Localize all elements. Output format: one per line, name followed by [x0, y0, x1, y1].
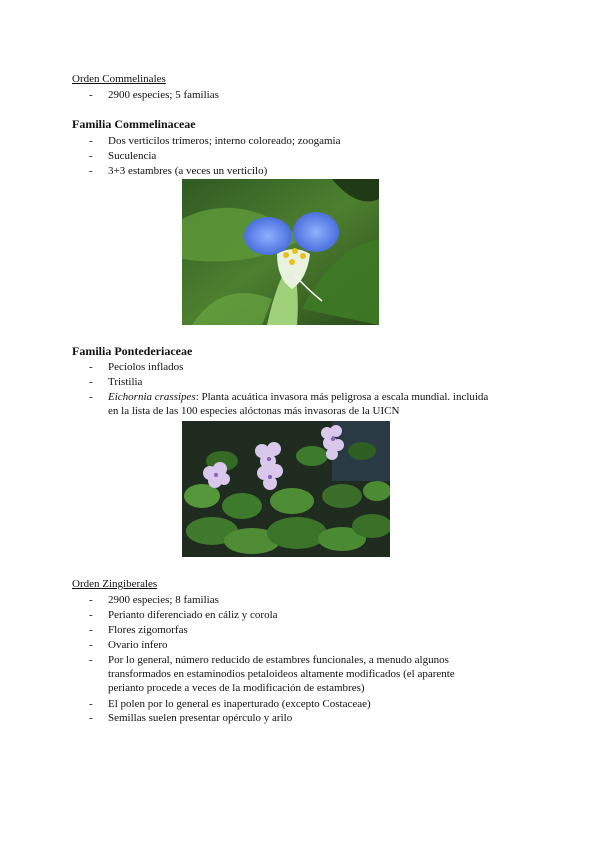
- bullet-dash: -: [89, 624, 93, 636]
- bullet-dash: -: [89, 594, 93, 606]
- list-item: Ovario ínfero: [108, 639, 168, 651]
- bullet-dash: -: [89, 654, 93, 666]
- list-item: Pecíolos inflados: [108, 361, 184, 373]
- bullet-dash: -: [89, 698, 93, 710]
- list-item: Por lo general, número reducido de estambres funcionales, a menudo algunos transformados en estaminodios petaloideos altamente modificados (el aparente perianto procede a veces de la modificación de estambres): [108, 654, 455, 694]
- bullet-dash: -: [89, 712, 93, 724]
- heading-orden-zingiberales: Orden Zingiberales: [72, 578, 158, 590]
- bullet-dash: -: [89, 135, 93, 147]
- commelina-flower-photo: [182, 179, 379, 325]
- list-item: Dos verticilos trímeros; interno coloreado; zoogamia: [108, 135, 341, 147]
- bullet-dash: -: [89, 639, 93, 651]
- bullet-dash: -: [89, 609, 93, 621]
- list-item: Suculencia: [108, 150, 157, 162]
- list-item: 2900 especies; 8 familias: [108, 594, 219, 606]
- bullet-dash: -: [89, 361, 93, 373]
- list-item: 3+3 estambres (a veces un verticilo): [108, 165, 268, 177]
- bullet-dash: -: [89, 150, 93, 162]
- species-description: : Planta acuática invasora más peligrosa a escala mundial. incluida en la lista de las 100 especies alóctonas más invasoras de la UICN: [108, 391, 489, 417]
- list-item: Semillas suelen presentar opérculo y arilo: [108, 712, 293, 724]
- list-item: 2900 especies; 5 familias: [108, 89, 219, 101]
- species-name: Eichornia crassipes: [108, 391, 196, 403]
- list-item: El polen por lo general es inaperturado (excepto Costaceae): [108, 698, 371, 710]
- list-item: Flores zigomorfas: [108, 624, 188, 636]
- heading-familia-pontederiaceae: Familia Pontederiaceae: [72, 344, 193, 358]
- bullet-dash: -: [89, 89, 93, 101]
- heading-orden-commelinales: Orden Commelinales: [72, 73, 166, 85]
- water-hyacinth-photo: [182, 421, 390, 557]
- list-item: Perianto diferenciado en cáliz y corola: [108, 609, 278, 621]
- list-item-eichornia: [108, 390, 492, 418]
- bullet-dash: -: [89, 391, 93, 403]
- heading-familia-commelinaceae: Familia Commelinaceae: [72, 117, 196, 131]
- list-item: Tristilia: [108, 376, 143, 388]
- bullet-dash: -: [89, 376, 93, 388]
- bullet-dash: -: [89, 165, 93, 177]
